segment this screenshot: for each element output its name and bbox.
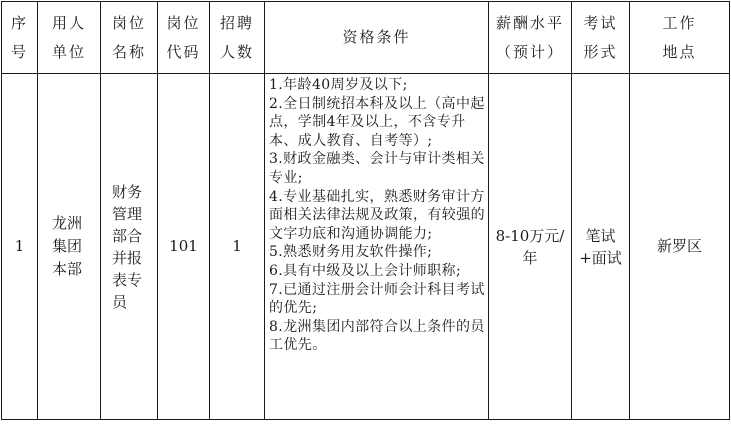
header-employer-line2: 单位 xyxy=(51,42,86,61)
header-row xyxy=(2,2,730,74)
header-count xyxy=(210,2,265,74)
header-salary-line1: 薪酬水平 xyxy=(495,13,564,32)
header-salary-line2: （预计） xyxy=(495,42,564,61)
exam-text: 笔试+面试 xyxy=(579,226,622,267)
requirement-item: 1.年龄40周岁及以下; xyxy=(269,77,408,93)
requirement-item: 5.熟悉财务用友软件操作; xyxy=(269,244,433,261)
cell-seq: 1 xyxy=(2,74,38,420)
requirement-item: 8.龙洲集团内部符合以上条件的员工优先。 xyxy=(269,318,485,354)
header-post-name-line1: 岗位 xyxy=(111,13,146,32)
header-exam-line1: 考试 xyxy=(583,13,618,32)
requirement-item: 2.全日制统招本科及以上（高中起点，学制4年及以上，不含专升本、成人教育、自考等）; xyxy=(269,95,485,149)
recruitment-table xyxy=(1,1,730,420)
cell-post-name xyxy=(101,74,158,420)
header-post-code-line1: 岗位 xyxy=(166,13,201,32)
requirement-item: 6.具有中级及以上会计师职称; xyxy=(269,262,462,279)
requirements-list xyxy=(269,76,486,355)
header-location xyxy=(630,2,730,74)
cell-employer xyxy=(38,74,101,420)
table-row xyxy=(2,74,730,420)
header-post-name-line2: 名称 xyxy=(111,42,146,61)
header-post-code-line2: 代码 xyxy=(166,42,201,61)
header-seq-line2: 号 xyxy=(10,42,28,61)
cell-location: 新罗区 xyxy=(630,74,730,420)
header-count-line1: 招聘 xyxy=(219,13,254,32)
header-seq xyxy=(2,2,38,74)
header-exam-line2: 形式 xyxy=(583,42,618,61)
post-name-text: 财务管理部合并报表专员 xyxy=(112,182,143,311)
header-location-line1: 工作 xyxy=(662,13,697,32)
salary-text: 8-10万元/年 xyxy=(495,226,565,267)
requirement-item: 4.专业基础扎实，熟悉财务审计方面相关法律法规及政策，有较强的文字功底和沟通协调能力; xyxy=(269,188,485,242)
header-count-line2: 人数 xyxy=(219,42,254,61)
header-seq-line1: 序 xyxy=(10,13,28,32)
header-exam xyxy=(572,2,630,74)
header-employer-line1: 用人 xyxy=(51,13,86,32)
employer-text: 龙洲集团本部 xyxy=(52,214,83,278)
cell-requirements xyxy=(265,74,489,420)
header-employer xyxy=(38,2,101,74)
header-salary xyxy=(489,2,572,74)
requirement-item: 3.财政金融类、会计与审计类相关专业; xyxy=(269,151,485,186)
header-location-line2: 地点 xyxy=(662,42,697,61)
cell-salary xyxy=(489,74,572,420)
cell-post-code: 101 xyxy=(158,74,210,420)
header-post-code xyxy=(158,2,210,74)
requirement-item: 7.已通过注册会计师会计科目考试的优先; xyxy=(269,281,485,317)
cell-count: 1 xyxy=(210,74,265,420)
header-post-name xyxy=(101,2,158,74)
cell-exam xyxy=(572,74,630,420)
header-requirements: 资格条件 xyxy=(265,2,489,74)
